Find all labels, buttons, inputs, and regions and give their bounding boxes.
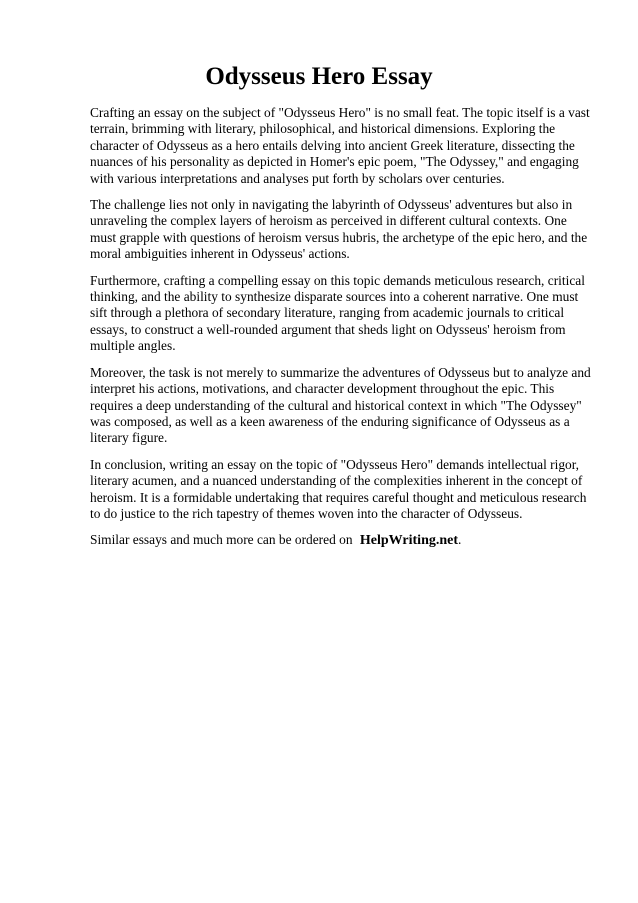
paragraph-1: Crafting an essay on the subject of "Odysseus Hero" is no small feat. The topic itself is a vast terrain, brimming with literary, philosophical, and historical dimensions. Exploring the character of Odysseus as a hero entails delving into ancient Greek literature, dissecting the nuances of his personality as depicted in Homer's epic poem, "The Odyssey," and engaging with various interpretations and analyses put forth by scholars over centuries. — [90, 105, 590, 186]
promo-period: . — [458, 532, 462, 548]
paragraph-3: Furthermore, crafting a compelling essay on this topic demands meticulous research, critical thinking, and the ability to synthesize disparate sources into a coherent narrative. One must sift through a plethora of secondary literature, ranging from academic journals to critical essays, to construct a well-rounded argument that sheds light on Odysseus' heroism from multiple angles. — [90, 272, 585, 354]
paragraph-4: Moreover, the task is not merely to summarize the adventures of Odysseus but to analyze and interpret his actions, motivations, and character development throughout the epic. This requires a deep understanding of the cultural and historical context in which "The Odyssey" was composed, as well as a keen awareness of the enduring significance of Odysseus as a literary figure. — [90, 364, 591, 446]
promo-line — [90, 532, 592, 549]
paragraph-2: The challenge lies not only in navigating the labyrinth of Odysseus' adventures but also in unraveling the complex layers of heroism as perceived in different cultural contexts. One must grapple with questions of heroism versus hubris, the archetype of the epic hero, and the moral ambiguities inherent in Odysseus' actions. — [90, 197, 588, 262]
helpwriting-link[interactable]: HelpWriting.net — [359, 533, 459, 549]
paragraph-5: In conclusion, writing an essay on the topic of "Odysseus Hero" demands intellectual rigor, literary acumen, and a nuanced understanding of the complexities inherent in the concept of heroism. It is a formidable undertaking that requires careful thought and meticulous research to do justice to the rich tapestry of themes woven into the character of Odysseus. — [90, 456, 587, 521]
promo-text: Similar essays and much more can be ordered on — [90, 532, 353, 548]
document-title: Odysseus Hero Essay — [205, 63, 433, 90]
